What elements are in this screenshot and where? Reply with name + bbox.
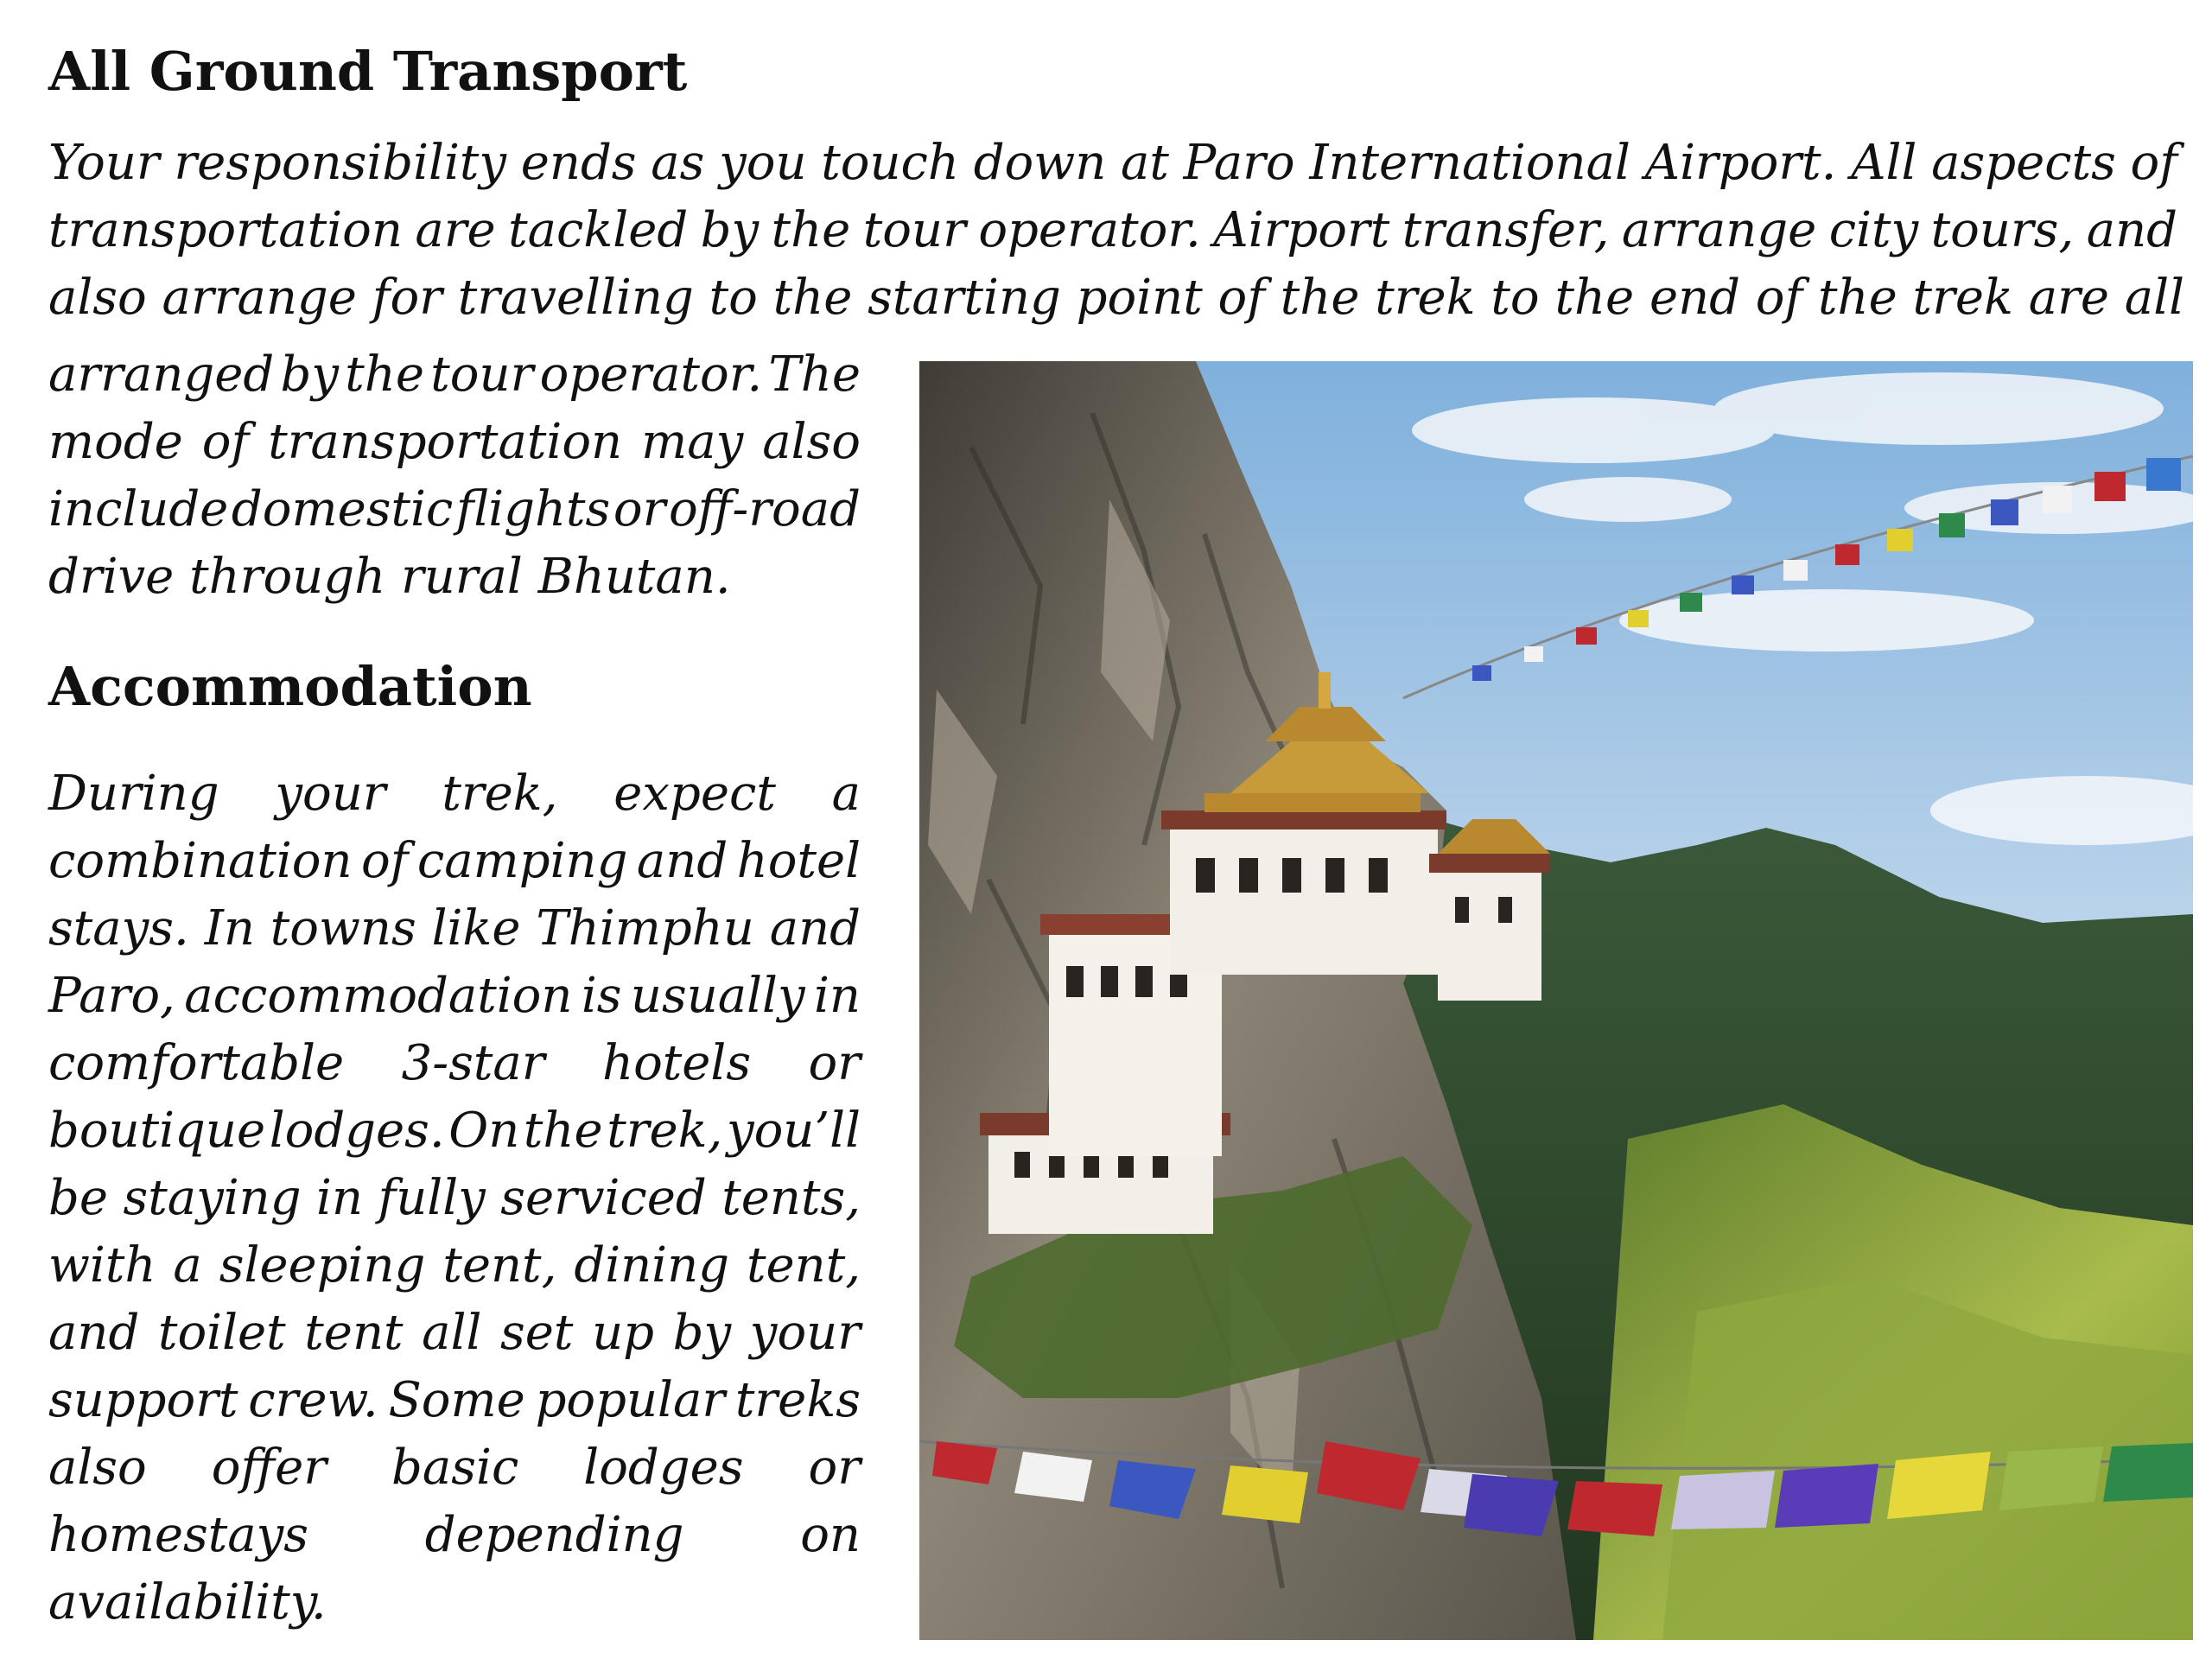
- text-line: also arrange for travelling to the starting point of the trek to the end of the trek are all: [48, 270, 2185, 326]
- transport-paragraph-column: [48, 341, 861, 611]
- text-line: also offer basic lodges or: [48, 1440, 861, 1496]
- text-line: support crew. Some popular treks: [48, 1372, 861, 1428]
- accommodation-paragraph: [48, 760, 861, 1637]
- text-line: availability.: [48, 1574, 327, 1630]
- text-line: homestays depending on: [48, 1507, 861, 1563]
- text-line: include domestic flights or off-road: [48, 481, 861, 537]
- text-line: stays. In towns like Thimphu and: [48, 900, 861, 957]
- text-line: arranged by the tour operator. The: [48, 346, 861, 403]
- transport-heading: All Ground Transport: [48, 40, 688, 103]
- text-line: and toilet tent all set up by your: [48, 1305, 861, 1361]
- text-line: comfortable 3-star hotels or: [48, 1035, 861, 1091]
- monastery-photo: [919, 361, 2193, 1640]
- accommodation-heading: Accommodation: [48, 655, 532, 718]
- text-line: boutique lodges. On the trek, you’ll: [48, 1103, 861, 1159]
- text-line: combination of camping and hotel: [48, 833, 861, 889]
- text-line: with a sleeping tent, dining tent,: [48, 1237, 861, 1294]
- text-line: transportation are tackled by the tour operator. Airport transfer, arrange city tours, and: [48, 202, 2177, 258]
- text-line: be staying in fully serviced tents,: [48, 1170, 861, 1226]
- text-line: During your trek, expect a: [48, 766, 861, 822]
- text-line: drive through rural Bhutan.: [48, 549, 731, 605]
- text-line: mode of transportation may also: [48, 414, 861, 470]
- text-line: Paro, accommodation is usually in: [48, 968, 861, 1024]
- text-line: Your responsibility ends as you touch down at Paro International Airport. All aspects of: [48, 135, 2177, 191]
- transport-paragraph-full-width: [48, 130, 2185, 332]
